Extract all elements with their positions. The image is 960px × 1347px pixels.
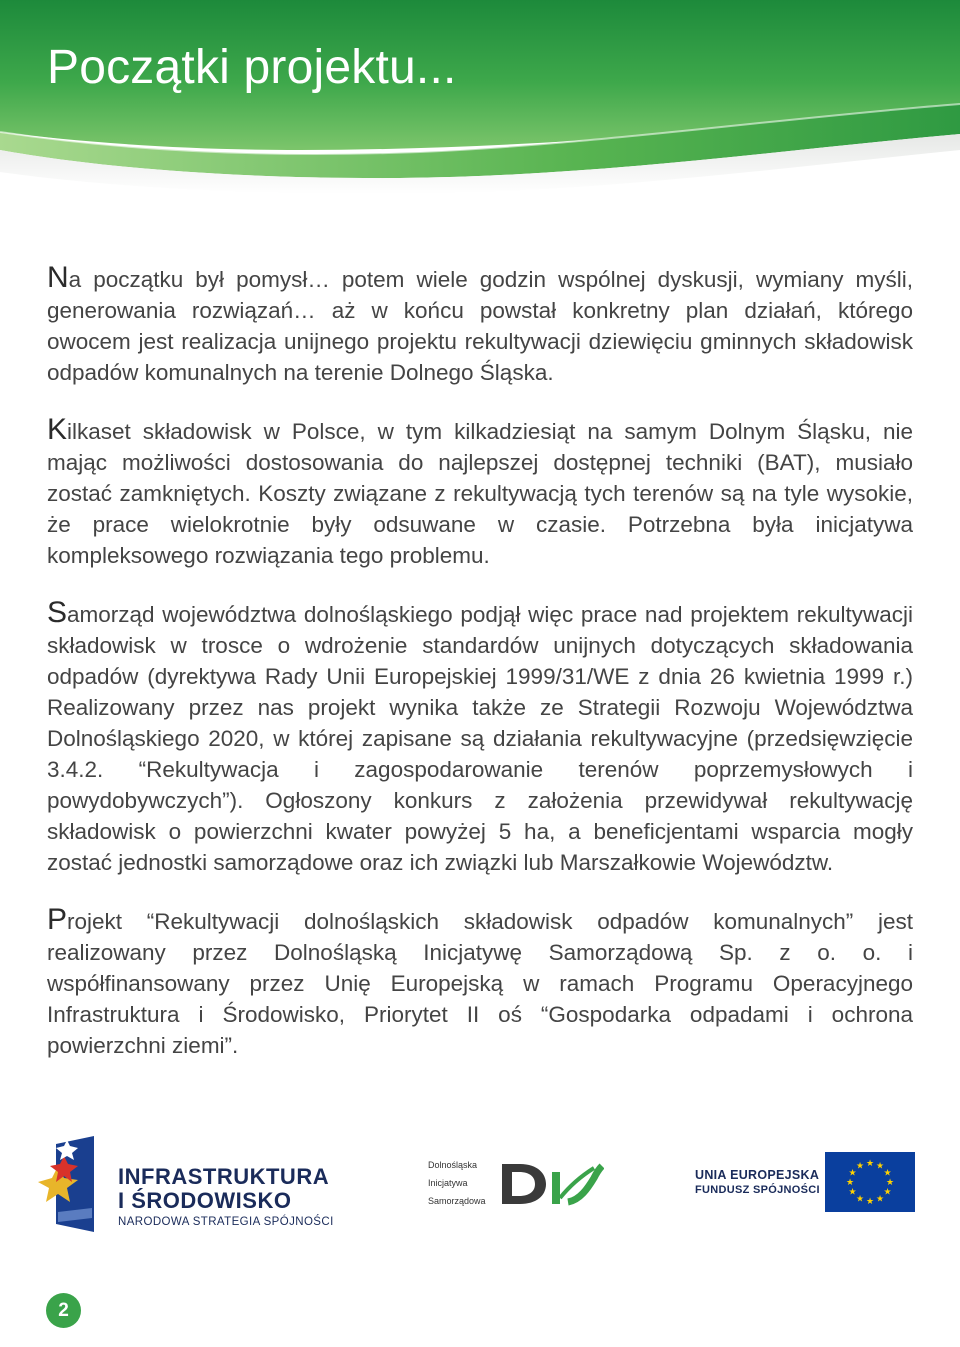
body-content	[47, 262, 913, 1087]
eu-flag-icon	[825, 1152, 915, 1212]
svg-text:★: ★	[845, 1178, 855, 1188]
svg-text:★: ★	[855, 1194, 865, 1205]
infrastruktura-title-line2: I ŚRODOWISKO	[118, 1188, 292, 1213]
eu-logo	[695, 1152, 917, 1216]
infrastruktura-subtitle: NARODOWA STRATEGIA SPÓJNOŚCI	[118, 1216, 334, 1228]
svg-text:★: ★	[875, 1194, 885, 1205]
paragraph-text: a początku był pomysł… potem wiele godzin wspólnej dyskusji, wymiany myśli, generowania rozwiązań… aż w końcu powstał konkretny plan działań, którego owocem jest realizacja unijnego projektu rekultywacji dziewięciu gminnych składowisk odpadów komunalnych na terenie Dolnego Śląska.	[47, 267, 913, 385]
sponsor-logos	[0, 1130, 960, 1240]
dis-text-line1: Dolnośląska	[428, 1160, 478, 1170]
eu-fund-name: FUNDUSZ SPÓJNOŚCI	[695, 1184, 820, 1196]
dis-logo	[428, 1154, 608, 1214]
drop-initial: P	[47, 903, 68, 936]
paragraph-text: amorząd województwa dolnośląskiego podjął więc prace nad projektem rekultywacji składowisk w trosce o wdrożenie standardów unijnych dotyczących składowania odpadów (dyrektywa Rady Unii Europejskiej 1999/31/WE z dnia 26 kwietnia 1999 r.) Realizowany przez nas projekt wynika także ze Strategii Rozwoju Województwa Dolnośląskiego 2020, w której zapisane są działania rekultywacyjne (przedsięwzięcie 3.4.2. “Rekultywacja i zagospodarowanie terenów poprzemysłowych i powydobywczych”). Ogłoszony konkurs z założenia przewidywał rekultywację składowisk o powierzchni kwater powyżej 5 ha, a beneficjentami wsparcia mogły zostać jednostki samorządowe oraz ich związki lub Marszałkowie Województw.	[47, 602, 913, 875]
svg-text:★: ★	[883, 1187, 892, 1198]
header-banner	[0, 0, 960, 200]
paragraph-intro	[47, 262, 913, 388]
svg-text:★: ★	[875, 1161, 885, 1172]
paragraph-text: ilkaset składowisk w Polsce, w tym kilkadziesiąt na samym Dolnym Śląsku, nie mając możliwości dostosowania do najlepszej dostępnej techniki (BAT), musiało zostać zamkniętych. Koszty związane z rekultywacją tych terenów są na tyle wysokie, że prace wielokrotnie były odsuwane w czasie. Potrzebna była inicjatywa kompleksowego rozwiązania tego problemu.	[47, 419, 913, 568]
svg-text:★: ★	[848, 1187, 857, 1198]
infrastruktura-logo	[38, 1136, 334, 1232]
drop-initial: N	[47, 261, 69, 294]
svg-text:★: ★	[865, 1197, 875, 1207]
paragraph-text: rojekt “Rekultywacji dolnośląskich składowisk odpadów komunalnych” jest realizowany przez Dolnośląską Inicjatywę Samorządową Sp. z o. o. i współfinansowany przez Unię Europejską w ramach Programu Operacyjnego Infrastruktura i Środowisko, Priorytet II oś “Gospodarka odpadami i ochrona powierzchni ziemi”.	[47, 909, 913, 1058]
infrastruktura-title-line1: INFRASTRUKTURA	[118, 1164, 330, 1189]
svg-text:★: ★	[885, 1178, 895, 1188]
svg-text:★: ★	[855, 1161, 865, 1172]
svg-text:★: ★	[883, 1168, 892, 1179]
svg-text:★: ★	[865, 1159, 875, 1169]
eu-title: UNIA EUROPEJSKA	[695, 1168, 820, 1182]
paragraph-project	[47, 904, 913, 1061]
svg-text:★: ★	[848, 1168, 857, 1179]
page-title: Początki projektu...	[47, 41, 457, 94]
dis-mark-icon	[498, 1158, 604, 1208]
green-wave-decoration	[0, 0, 960, 200]
drop-initial: S	[47, 596, 68, 629]
dis-text-line3: Samorządowa	[428, 1196, 486, 1206]
dis-text-line2: Inicjatywa	[428, 1178, 468, 1188]
paragraph-landfills	[47, 414, 913, 571]
infrastruktura-emblem-icon	[38, 1136, 98, 1232]
page-number-badge: 2	[46, 1293, 81, 1328]
paragraph-self-government	[47, 597, 913, 878]
drop-initial: K	[47, 413, 68, 446]
